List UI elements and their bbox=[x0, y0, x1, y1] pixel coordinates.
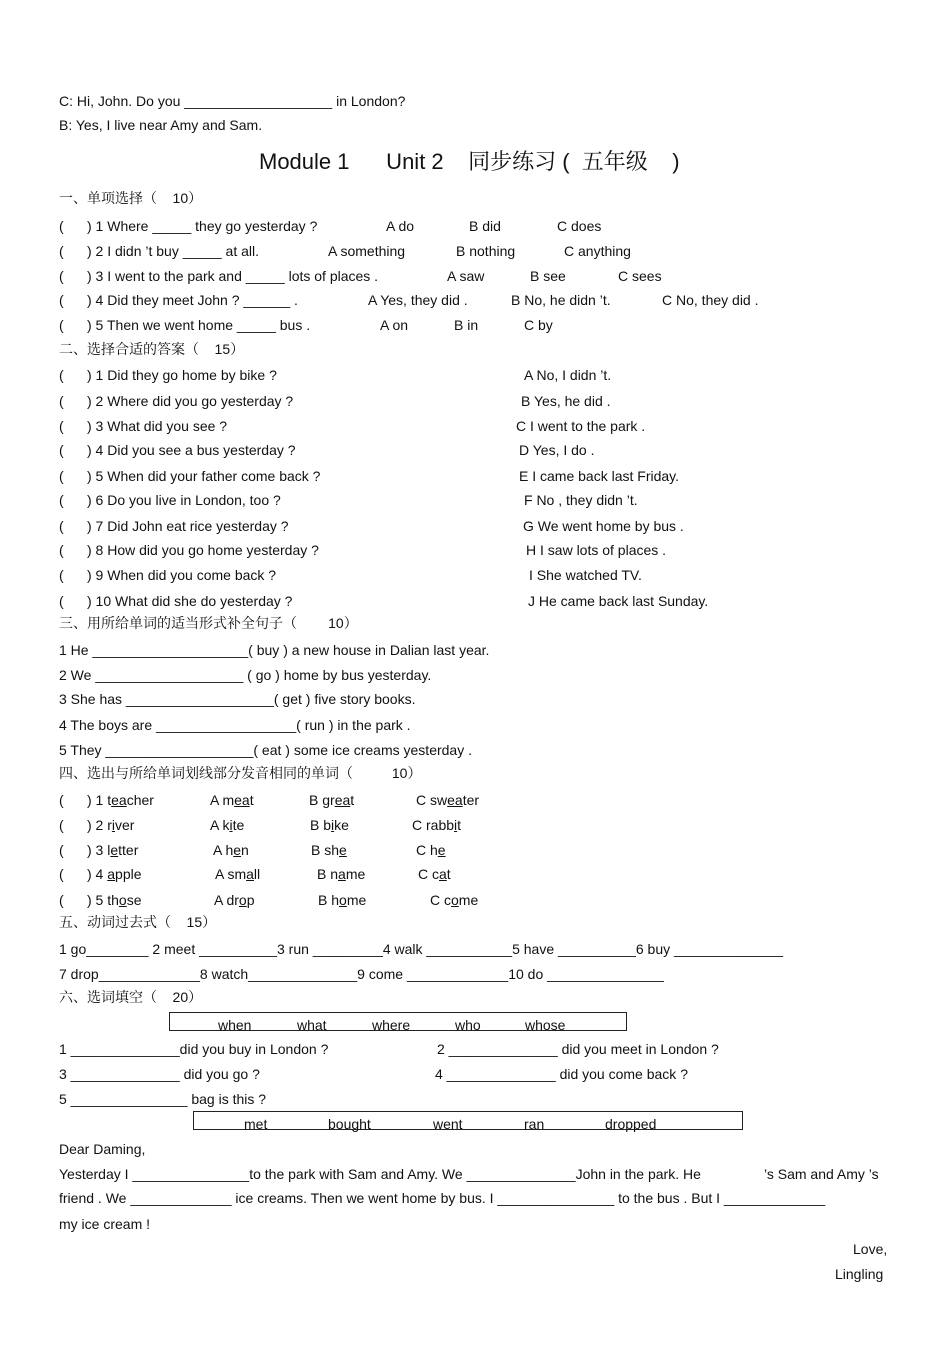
s1-q4-option-b: B No, he didn ’t. bbox=[511, 292, 611, 308]
word-bank-1-word: when bbox=[218, 1017, 252, 1033]
s1-q1-option-b: B did bbox=[469, 218, 501, 234]
s2-answer: B Yes, he did . bbox=[521, 393, 611, 409]
s2-answer: H I saw lots of places . bbox=[526, 542, 667, 558]
section-3-heading: 三、用所给单词的适当形式补全句子（ 10） bbox=[59, 615, 358, 631]
s4-q3: ( ) 3 letter bbox=[59, 842, 139, 858]
letter-line-3: my ice cream ! bbox=[59, 1216, 151, 1232]
section-1-heading: 一、单项选择（ 10） bbox=[59, 190, 203, 206]
s3-item: 3 She has ___________________( get ) five story books. bbox=[59, 691, 416, 707]
s1-q2-option-b: B nothing bbox=[456, 243, 516, 259]
s2-answer: E I came back last Friday. bbox=[519, 468, 680, 484]
word-bank-2-word: bought bbox=[328, 1116, 371, 1132]
s4-q2: ( ) 2 river bbox=[59, 817, 135, 833]
intro-line-1: C: Hi, John. Do you ___________________ in London? bbox=[59, 93, 406, 109]
s1-q5-option-b: B in bbox=[454, 317, 479, 333]
s1-q4: ( ) 4 Did they meet John ? ______ . bbox=[59, 292, 298, 308]
letter-signature: Lingling bbox=[835, 1266, 884, 1282]
s6-q3: 3 ______________ did you go ? bbox=[59, 1066, 260, 1082]
s4-q1-option-c: C sweater bbox=[416, 792, 480, 808]
s1-q3-option-c: C sees bbox=[618, 268, 662, 284]
s4-q1-option-b: B great bbox=[309, 792, 355, 808]
s3-item: 5 They ___________________( eat ) some ice creams yesterday . bbox=[59, 742, 472, 758]
s5-line-1: 1 go________ 2 meet __________3 run _________4 walk ___________5 have __________6 buy ______________ bbox=[59, 941, 784, 957]
s1-q1-option-c: C does bbox=[557, 218, 602, 234]
s6-q2: 2 ______________ did you meet in London ? bbox=[437, 1041, 719, 1057]
s4-q5-option-a: A drop bbox=[214, 892, 255, 908]
s4-q3-option-c: C he bbox=[416, 842, 446, 858]
word-bank-2-word: ran bbox=[524, 1116, 545, 1132]
s1-q1-option-a: A do bbox=[386, 218, 415, 234]
s2-question: ( ) 4 Did you see a bus yesterday ? bbox=[59, 442, 296, 458]
s4-q2-option-b: B bike bbox=[310, 817, 349, 833]
word-bank-1-word: who bbox=[455, 1017, 481, 1033]
s3-item: 2 We ___________________ ( go ) home by bus yesterday. bbox=[59, 667, 432, 683]
s4-q4-option-a: A small bbox=[215, 866, 261, 882]
word-bank-1-word: what bbox=[297, 1017, 327, 1033]
s2-question: ( ) 9 When did you come back ? bbox=[59, 567, 277, 583]
s5-line-2: 7 drop_____________8 watch______________9 come _____________10 do _______________ bbox=[59, 966, 664, 982]
s1-q5-option-a: A on bbox=[380, 317, 409, 333]
letter-greeting: Dear Daming, bbox=[59, 1141, 146, 1157]
s1-q2-option-c: C anything bbox=[564, 243, 631, 259]
word-bank-2-word: went bbox=[433, 1116, 463, 1132]
s4-q4-option-c: C cat bbox=[418, 866, 451, 882]
s1-q3-option-a: A saw bbox=[447, 268, 485, 284]
s4-q2-option-a: A kite bbox=[210, 817, 245, 833]
s4-q3-option-b: B she bbox=[311, 842, 347, 858]
word-bank-2-word: met bbox=[244, 1116, 268, 1132]
s1-q3: ( ) 3 I went to the park and _____ lots of places . bbox=[59, 268, 379, 284]
word-bank-2 bbox=[193, 1111, 743, 1130]
s2-question: ( ) 3 What did you see ? bbox=[59, 418, 228, 434]
page-title: Module 1 Unit 2 同步练习 ( 五年级 ) bbox=[259, 149, 680, 174]
intro-line-2: B: Yes, I live near Amy and Sam. bbox=[59, 117, 263, 133]
s6-q5: 5 _______________ bag is this ? bbox=[59, 1091, 267, 1107]
s6-q1: 1 ______________did you buy in London ? bbox=[59, 1041, 329, 1057]
word-bank-1-word: whose bbox=[525, 1017, 566, 1033]
s4-q4-option-b: B name bbox=[317, 866, 366, 882]
word-bank-2-word: dropped bbox=[605, 1116, 657, 1132]
s3-item: 4 The boys are __________________( run ) in the park . bbox=[59, 717, 411, 733]
s4-q2-option-c: C rabbit bbox=[412, 817, 462, 833]
section-2-heading: 二、选择合适的答案（ 15） bbox=[59, 341, 245, 357]
s2-question: ( ) 8 How did you go home yesterday ? bbox=[59, 542, 319, 558]
s4-q5-option-c: C come bbox=[430, 892, 479, 908]
s6-q4: 4 ______________ did you come back ? bbox=[435, 1066, 688, 1082]
letter-line-2: friend . We _____________ ice creams. Then we went home by bus. I _______________ to the bus . But I _____________ bbox=[59, 1190, 826, 1206]
s2-question: ( ) 1 Did they go home by bike ? bbox=[59, 367, 277, 383]
s1-q4-option-a: A Yes, they did . bbox=[368, 292, 468, 308]
s2-answer: J He came back last Sunday. bbox=[528, 593, 709, 609]
section-5-heading: 五、动词过去式（ 15） bbox=[59, 914, 217, 930]
s1-q3-option-b: B see bbox=[530, 268, 566, 284]
s4-q5: ( ) 5 those bbox=[59, 892, 142, 908]
letter-line-1: Yesterday I _______________to the park with Sam and Amy. We ______________John in the park. He bbox=[59, 1166, 701, 1182]
s1-q5: ( ) 5 Then we went home _____ bus . bbox=[59, 317, 311, 333]
s4-q4: ( ) 4 apple bbox=[59, 866, 142, 882]
s4-q3-option-a: A hen bbox=[213, 842, 249, 858]
s1-q5-option-c: C by bbox=[524, 317, 553, 333]
s4-q1-option-a: A meat bbox=[210, 792, 254, 808]
s2-question: ( ) 6 Do you live in London, too ? bbox=[59, 492, 281, 508]
s1-q4-option-c: C No, they did . bbox=[662, 292, 759, 308]
section-4-heading: 四、选出与所给单词划线部分发音相同的单词（ 10） bbox=[59, 765, 422, 781]
s1-q2: ( ) 2 I didn ’t buy _____ at all. bbox=[59, 243, 259, 259]
letter-closing: Love, bbox=[853, 1241, 888, 1257]
s2-question: ( ) 7 Did John eat rice yesterday ? bbox=[59, 518, 289, 534]
s2-answer: C I went to the park . bbox=[516, 418, 646, 434]
s2-answer: I She watched TV. bbox=[529, 567, 642, 583]
s3-item: 1 He ____________________( buy ) a new house in Dalian last year. bbox=[59, 642, 490, 658]
s2-question: ( ) 2 Where did you go yesterday ? bbox=[59, 393, 294, 409]
section-6-heading: 六、选词填空（ 20） bbox=[59, 989, 203, 1005]
s2-answer: F No , they didn ’t. bbox=[524, 492, 638, 508]
letter-line-1-end: ’s Sam and Amy ’s bbox=[764, 1166, 879, 1182]
s2-question: ( ) 10 What did she do yesterday ? bbox=[59, 593, 293, 609]
s1-q1: ( ) 1 Where _____ they go yesterday ? bbox=[59, 218, 318, 234]
s2-answer: A No, I didn ’t. bbox=[524, 367, 612, 383]
s1-q2-option-a: A something bbox=[328, 243, 406, 259]
s2-answer: G We went home by bus . bbox=[523, 518, 684, 534]
s2-question: ( ) 5 When did your father come back ? bbox=[59, 468, 321, 484]
s4-q5-option-b: B home bbox=[318, 892, 367, 908]
s2-answer: D Yes, I do . bbox=[519, 442, 595, 458]
s4-q1: ( ) 1 teacher bbox=[59, 792, 154, 808]
word-bank-1-word: where bbox=[372, 1017, 411, 1033]
